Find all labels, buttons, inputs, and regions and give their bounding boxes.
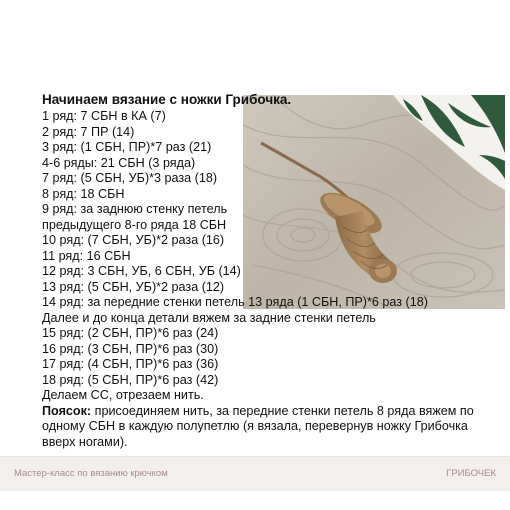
belt-text: присоединяем нить, за передние стенки петель 8 ряда вяжем по одному СБН в каждую полупетлю (я вязала, перевернув ножку Грибочка вверх ногами). [42,403,474,449]
row-line: 8 ряд: 18 СБН [42,186,125,201]
row-line: 1 ряд: 7 СБН в КА (7) [42,109,166,123]
row-line: Делаем СС, отрезаем нить. [42,388,204,402]
row-line: предыдущего 8-го ряда 18 СБН [42,217,227,232]
row-line: 9 ряд: за заднюю стенку петель [42,202,228,216]
row-line: 15 ряд: (2 СБН, ПР)*6 раз (24) [42,326,219,340]
row-line: 13 ряд: (5 СБН, УБ)*2 раза (12) [42,279,225,294]
pattern-title: Начинаем вязание с ножки Грибочка. [42,92,292,107]
footer-course-title: Мастер-класс по вязанию крючком [14,468,168,479]
row-line: 7 ряд: (5 СБН, УБ)*3 раза (18) [42,171,218,185]
row-line: Далее и до конца детали вяжем за задние стенки петель [42,310,376,325]
row-line: 2 ряд: 7 ПР (14) [42,124,135,139]
row-line: 14 ряд: за передние стенки петель 13 ряда (1 СБН, ПР)*6 раз (18) [42,295,428,309]
belt-label: Поясок: [42,403,92,418]
row-line: 16 ряд: (3 СБН, ПР)*6 раз (30) [42,341,219,356]
instructions-text [42,109,502,450]
belt-paragraph [42,404,502,451]
row-line: 3 ряд: (1 СБН, ПР)*7 раз (21) [42,140,212,154]
row-line: 12 ряд: 3 СБН, УБ, 6 СБН, УБ (14) [42,264,241,278]
footer-project-name: ГРИБОЧЕК [446,468,496,479]
row-line: 18 ряд: (5 СБН, ПР)*6 раз (42) [42,372,219,387]
row-line: 11 ряд: 16 СБН [42,248,131,263]
page-footer [0,456,510,491]
row-line: 10 ряд: (7 СБН, УБ)*2 раза (16) [42,233,225,247]
row-line: 17 ряд: (4 СБН, ПР)*6 раз (36) [42,357,219,371]
row-line: 4-6 ряды: 21 СБН (3 ряда) [42,155,196,170]
